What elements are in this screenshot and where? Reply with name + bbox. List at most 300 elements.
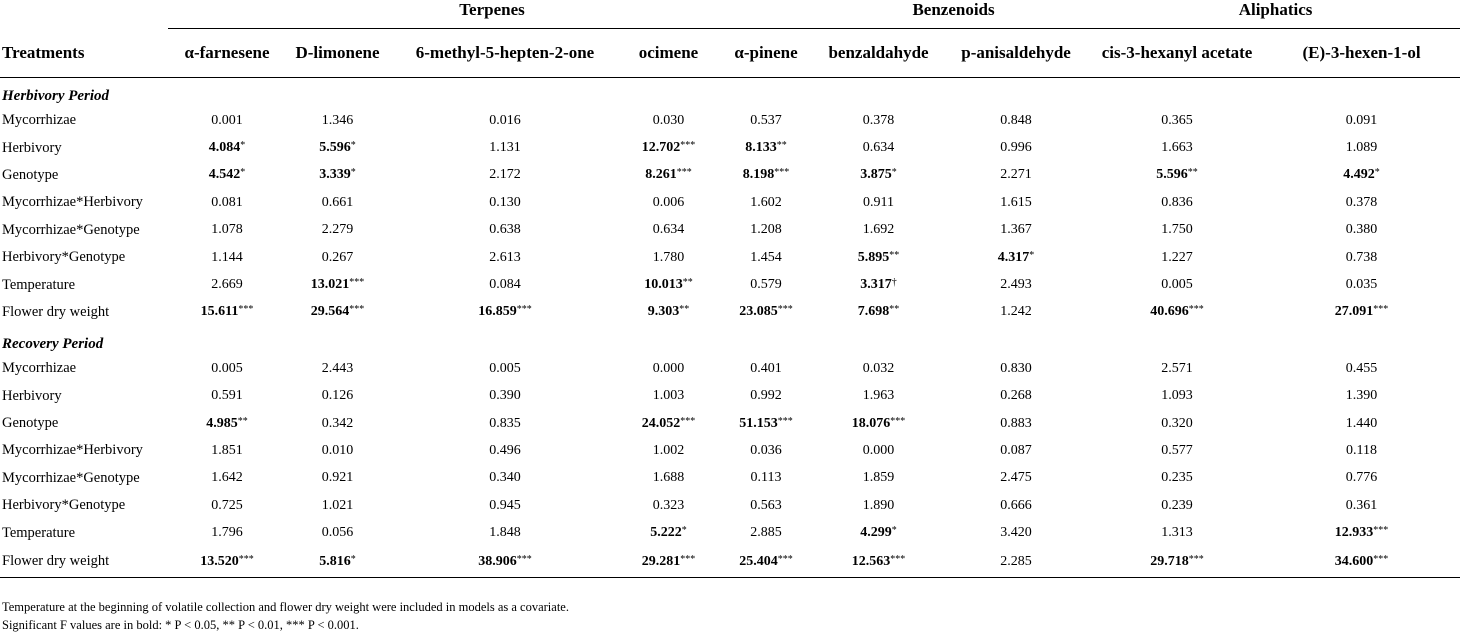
f-value-cell xyxy=(1091,547,1263,578)
f-value: 0.666 xyxy=(1000,497,1032,513)
f-value-cell xyxy=(1091,519,1263,546)
f-value: 1.367 xyxy=(1000,222,1032,238)
f-value-cell xyxy=(168,244,286,271)
significance-marker: ** xyxy=(679,304,690,316)
f-value-cell xyxy=(716,519,816,546)
f-value: 0.267 xyxy=(321,249,354,265)
f-value: 1.663 xyxy=(1161,140,1193,156)
f-value: 1.390 xyxy=(1345,388,1378,404)
f-value: 0.661 xyxy=(321,194,354,210)
f-value-cell xyxy=(389,162,621,189)
f-value: 8.261 xyxy=(645,167,677,183)
significance-marker: * xyxy=(891,167,897,179)
column-header: D-limonene xyxy=(286,29,389,78)
f-value-cell xyxy=(286,217,389,244)
f-value: 0.830 xyxy=(1000,360,1032,376)
table-row xyxy=(0,189,1460,216)
f-value-cell xyxy=(716,299,816,326)
f-value-cell xyxy=(286,465,389,492)
f-value: 1.131 xyxy=(489,140,521,156)
f-value: 0.380 xyxy=(1345,222,1378,238)
column-header: ocimene xyxy=(621,29,716,78)
row-label: Herbivory xyxy=(2,387,62,404)
f-value: 16.859 xyxy=(478,304,517,320)
f-value-cell xyxy=(941,547,1091,578)
f-value-cell xyxy=(1091,189,1263,216)
f-value: 4.317 xyxy=(997,249,1030,265)
note-significance: Significant F values are in bold: * P < 0.05, ** P < 0.01, *** P < 0.001. xyxy=(2,618,359,632)
table-row xyxy=(0,519,1460,546)
significance-marker: *** xyxy=(890,415,906,427)
f-value-cell xyxy=(621,547,716,578)
f-value-cell xyxy=(621,437,716,464)
f-value: 0.130 xyxy=(489,194,521,210)
f-value-cell xyxy=(286,492,389,519)
f-value-cell xyxy=(168,299,286,326)
f-value-cell xyxy=(941,271,1091,298)
f-value-cell xyxy=(286,189,389,216)
table-row xyxy=(0,244,1460,271)
significance-marker: * xyxy=(1374,167,1380,179)
f-value-cell xyxy=(816,355,941,382)
f-value-cell xyxy=(1091,492,1263,519)
group-terpenes: Terpenes xyxy=(168,0,816,29)
f-value-cell xyxy=(621,299,716,326)
f-value: 1.144 xyxy=(211,249,243,265)
f-value-cell xyxy=(286,355,389,382)
significance-marker: * xyxy=(681,525,687,537)
row-label: Herbivory*Genotype xyxy=(2,497,126,514)
f-value-cell xyxy=(1263,107,1460,134)
f-value-cell xyxy=(168,519,286,546)
row-label: Herbivory xyxy=(2,139,62,156)
significance-marker: † xyxy=(891,277,897,289)
f-value-cell xyxy=(286,134,389,161)
f-value: 5.596 xyxy=(1156,167,1188,183)
section-header-row xyxy=(0,326,1460,355)
f-value: 0.365 xyxy=(1161,112,1193,128)
f-value: 0.634 xyxy=(652,222,685,238)
f-value: 0.921 xyxy=(321,470,354,486)
f-value: 5.816 xyxy=(319,553,351,569)
f-value: 4.492 xyxy=(1343,167,1375,183)
f-value-cell xyxy=(286,547,389,578)
significance-marker: ** xyxy=(889,249,900,261)
f-value: 25.404 xyxy=(739,553,778,569)
f-value: 0.911 xyxy=(863,194,895,210)
f-value: 1.208 xyxy=(750,222,782,238)
significance-marker: *** xyxy=(777,553,793,565)
f-value-cell xyxy=(1091,162,1263,189)
f-value-cell xyxy=(389,465,621,492)
f-value: 0.126 xyxy=(321,388,354,404)
f-value-cell xyxy=(716,162,816,189)
f-value-cell xyxy=(286,107,389,134)
f-value: 1.750 xyxy=(1161,222,1193,238)
f-value-cell xyxy=(286,410,389,437)
f-value-cell xyxy=(168,162,286,189)
f-value: 3.317 xyxy=(860,277,892,293)
f-value-cell xyxy=(1091,355,1263,382)
f-value-cell xyxy=(716,437,816,464)
f-value: 40.696 xyxy=(1150,304,1189,320)
f-value: 1.002 xyxy=(652,442,685,458)
f-value: 15.611 xyxy=(200,304,239,320)
significance-marker: *** xyxy=(1373,525,1389,537)
column-header: cis-3-hexanyl acetate xyxy=(1091,29,1263,78)
f-value: 5.596 xyxy=(319,140,351,156)
f-value: 4.299 xyxy=(860,525,892,541)
f-value: 0.239 xyxy=(1161,497,1193,513)
significance-marker: *** xyxy=(516,553,532,565)
f-value-cell xyxy=(1263,189,1460,216)
f-value: 4.985 xyxy=(206,415,238,431)
f-value: 1.440 xyxy=(1345,415,1378,431)
f-value-cell xyxy=(1263,465,1460,492)
f-value-cell xyxy=(621,271,716,298)
f-value-cell xyxy=(941,355,1091,382)
f-value-cell xyxy=(816,244,941,271)
f-value-cell xyxy=(941,107,1091,134)
f-value: 0.738 xyxy=(1345,249,1378,265)
f-value: 0.030 xyxy=(652,112,685,128)
f-value-cell xyxy=(286,162,389,189)
f-value-cell xyxy=(816,134,941,161)
f-value: 0.835 xyxy=(489,415,521,431)
f-value-cell xyxy=(941,244,1091,271)
f-value-cell xyxy=(716,547,816,578)
significance-marker: *** xyxy=(777,415,793,427)
f-value-cell xyxy=(716,189,816,216)
f-value-cell xyxy=(168,465,286,492)
f-value: 2.285 xyxy=(1000,553,1032,569)
f-value: 1.346 xyxy=(321,112,354,128)
table-row xyxy=(0,107,1460,134)
f-value: 0.378 xyxy=(862,112,895,128)
f-value-cell xyxy=(716,217,816,244)
f-value-cell xyxy=(168,189,286,216)
f-value: 2.279 xyxy=(321,222,354,238)
f-value: 1.796 xyxy=(211,525,243,541)
f-value-cell xyxy=(168,492,286,519)
f-value: 0.776 xyxy=(1345,470,1378,486)
f-value-cell xyxy=(816,189,941,216)
f-value-cell xyxy=(621,465,716,492)
f-value-cell xyxy=(941,162,1091,189)
f-value-cell xyxy=(1091,299,1263,326)
significance-marker: ** xyxy=(682,277,693,289)
f-value: 1.859 xyxy=(862,470,895,486)
f-value-cell xyxy=(621,134,716,161)
f-value-cell xyxy=(1091,217,1263,244)
f-value-cell xyxy=(168,355,286,382)
f-value-cell xyxy=(168,410,286,437)
f-value-cell xyxy=(1263,162,1460,189)
row-label: Mycorrhizae xyxy=(2,112,77,129)
f-value: 0.010 xyxy=(321,442,354,458)
row-label: Temperature xyxy=(2,524,76,541)
f-value-cell xyxy=(1091,437,1263,464)
f-value: 2.172 xyxy=(489,167,521,183)
f-value-cell xyxy=(941,437,1091,464)
significance-marker: *** xyxy=(680,415,696,427)
significance-marker: *** xyxy=(1373,553,1389,565)
f-value: 3.339 xyxy=(319,167,351,183)
table-row xyxy=(0,465,1460,492)
significance-marker: *** xyxy=(349,304,365,316)
f-value-cell xyxy=(941,299,1091,326)
f-value: 2.443 xyxy=(321,360,354,376)
f-value: 0.084 xyxy=(489,277,521,293)
f-value: 0.725 xyxy=(211,497,243,513)
significance-marker: *** xyxy=(774,167,790,179)
f-value-cell xyxy=(1263,271,1460,298)
f-value-cell xyxy=(816,465,941,492)
f-value: 0.113 xyxy=(750,470,782,486)
column-header-row xyxy=(0,29,1460,78)
f-value: 0.537 xyxy=(750,112,782,128)
f-value-cell xyxy=(941,519,1091,546)
f-value-cell xyxy=(1263,437,1460,464)
f-value: 1.227 xyxy=(1161,249,1193,265)
table-row xyxy=(0,383,1460,410)
f-value-cell xyxy=(816,217,941,244)
significance-marker: * xyxy=(350,553,356,565)
f-value-cell xyxy=(816,271,941,298)
f-value-cell xyxy=(389,271,621,298)
f-value-cell xyxy=(286,519,389,546)
f-value: 38.906 xyxy=(478,553,517,569)
f-value: 0.235 xyxy=(1161,470,1193,486)
f-value: 0.577 xyxy=(1161,442,1193,458)
f-value-cell xyxy=(389,107,621,134)
f-value-cell xyxy=(286,244,389,271)
significance-marker: *** xyxy=(777,304,793,316)
f-value-cell xyxy=(168,547,286,578)
f-value-cell xyxy=(286,299,389,326)
significance-marker: * xyxy=(240,140,246,152)
f-value: 1.848 xyxy=(489,525,521,541)
f-value-cell xyxy=(1091,410,1263,437)
f-value-cell xyxy=(1091,383,1263,410)
f-value: 0.087 xyxy=(1000,442,1032,458)
row-label: Genotype xyxy=(2,166,59,183)
f-value-cell xyxy=(941,383,1091,410)
row-label: Flower dry weight xyxy=(0,547,168,578)
significance-marker: *** xyxy=(890,553,906,565)
f-value-cell xyxy=(1263,299,1460,326)
significance-marker: * xyxy=(1029,249,1035,261)
significance-marker: ** xyxy=(776,140,787,152)
f-value-cell xyxy=(389,244,621,271)
group-aliphatics: Aliphatics xyxy=(1091,0,1460,29)
f-value-cell xyxy=(621,519,716,546)
f-value: 0.342 xyxy=(321,415,354,431)
f-value-cell xyxy=(716,355,816,382)
f-value-cell xyxy=(1263,217,1460,244)
f-value: 0.056 xyxy=(321,525,354,541)
row-label: Mycorrhizae*Genotype xyxy=(2,221,140,238)
row-label: Genotype xyxy=(2,415,59,432)
section-header-row xyxy=(0,78,1460,108)
column-header: Treatments xyxy=(0,29,168,78)
f-value: 0.340 xyxy=(489,470,521,486)
f-value: 1.078 xyxy=(211,222,243,238)
f-value-cell xyxy=(621,189,716,216)
f-value-cell xyxy=(168,134,286,161)
table-row xyxy=(0,271,1460,298)
row-label: Mycorrhizae*Herbivory xyxy=(2,194,143,211)
significance-marker: *** xyxy=(238,304,254,316)
f-value: 0.361 xyxy=(1345,497,1378,513)
significance-marker: * xyxy=(350,167,356,179)
f-value-cell xyxy=(389,519,621,546)
f-value: 1.602 xyxy=(750,194,782,210)
table-row xyxy=(0,299,1460,326)
f-value-cell xyxy=(621,383,716,410)
f-value: 1.890 xyxy=(862,497,895,513)
group-header-row xyxy=(0,0,1460,29)
table-row xyxy=(0,547,1460,578)
f-value: 0.996 xyxy=(1000,140,1032,156)
f-value-cell xyxy=(1091,244,1263,271)
f-value: 0.268 xyxy=(1000,388,1032,404)
f-value-cell xyxy=(816,299,941,326)
f-value-cell xyxy=(621,410,716,437)
f-value: 1.454 xyxy=(750,249,782,265)
f-value-cell xyxy=(716,107,816,134)
f-value-cell xyxy=(621,355,716,382)
f-value: 8.133 xyxy=(745,140,777,156)
significance-marker: ** xyxy=(889,304,900,316)
column-header: p-anisaldehyde xyxy=(941,29,1091,78)
row-label: Mycorrhizae xyxy=(2,360,77,377)
f-value: 0.496 xyxy=(489,442,521,458)
f-value: 0.005 xyxy=(1161,277,1193,293)
f-value: 27.091 xyxy=(1334,304,1374,320)
f-value-cell xyxy=(716,410,816,437)
row-label: Flower dry weight xyxy=(2,303,110,320)
f-value-cell xyxy=(941,217,1091,244)
f-value: 51.153 xyxy=(739,415,778,431)
f-value: 12.563 xyxy=(851,553,891,569)
f-value-cell xyxy=(1263,547,1460,578)
f-value: 1.089 xyxy=(1345,140,1378,156)
f-value-cell xyxy=(389,134,621,161)
f-value-cell xyxy=(816,492,941,519)
f-value-cell xyxy=(1263,244,1460,271)
f-value: 1.021 xyxy=(321,497,354,513)
f-value: 0.035 xyxy=(1345,277,1378,293)
significance-marker: *** xyxy=(349,277,365,289)
row-label: Mycorrhizae*Genotype xyxy=(2,469,140,486)
f-value: 0.118 xyxy=(1346,442,1378,458)
f-value: 2.493 xyxy=(1000,277,1032,293)
f-value: 0.992 xyxy=(750,388,782,404)
f-value-cell xyxy=(389,299,621,326)
f-value: 1.963 xyxy=(862,388,895,404)
f-value-cell xyxy=(941,465,1091,492)
f-value: 5.895 xyxy=(857,249,890,265)
f-value-cell xyxy=(621,107,716,134)
f-value-cell xyxy=(1091,465,1263,492)
f-value: 0.579 xyxy=(750,277,782,293)
table-row xyxy=(0,162,1460,189)
f-value-cell xyxy=(816,519,941,546)
f-value: 0.883 xyxy=(1000,415,1032,431)
f-value: 2.613 xyxy=(489,249,521,265)
f-value: 0.390 xyxy=(489,388,521,404)
f-value: 7.698 xyxy=(857,304,890,320)
f-value: 0.323 xyxy=(652,497,685,513)
significance-marker: *** xyxy=(516,304,532,316)
f-value: 3.420 xyxy=(1000,525,1032,541)
f-value-cell xyxy=(1263,134,1460,161)
f-value-cell xyxy=(168,383,286,410)
f-value-cell xyxy=(389,189,621,216)
f-value: 1.313 xyxy=(1161,525,1193,541)
f-value-cell xyxy=(941,410,1091,437)
f-value: 0.836 xyxy=(1161,194,1193,210)
f-value-cell xyxy=(389,492,621,519)
f-value-cell xyxy=(168,437,286,464)
column-header: 6-methyl-5-hepten-2-one xyxy=(389,29,621,78)
significance-marker: *** xyxy=(1188,304,1204,316)
f-value: 0.591 xyxy=(211,388,243,404)
f-value: 0.563 xyxy=(750,497,782,513)
f-value-cell xyxy=(389,217,621,244)
f-value-cell xyxy=(168,107,286,134)
f-value-cell xyxy=(389,547,621,578)
column-header: α-farnesene xyxy=(168,29,286,78)
f-value: 3.875 xyxy=(860,167,892,183)
f-value-cell xyxy=(941,189,1091,216)
f-value: 0.005 xyxy=(489,360,521,376)
significance-marker: * xyxy=(240,167,246,179)
f-value: 0.320 xyxy=(1161,415,1193,431)
f-value: 2.669 xyxy=(211,277,243,293)
f-value: 13.021 xyxy=(310,277,350,293)
f-value-cell xyxy=(621,492,716,519)
f-value: 9.303 xyxy=(647,304,680,320)
f-value-cell xyxy=(716,244,816,271)
significance-marker: ** xyxy=(237,415,248,427)
f-value: 1.692 xyxy=(862,222,895,238)
f-value: 1.851 xyxy=(211,442,243,458)
f-value: 1.688 xyxy=(652,470,685,486)
significance-marker: *** xyxy=(238,553,254,565)
section-title: Recovery Period xyxy=(2,336,104,353)
f-value-cell xyxy=(816,107,941,134)
group-benzenoids: Benzenoids xyxy=(816,0,1091,29)
f-value: 0.091 xyxy=(1345,112,1378,128)
significance-marker: *** xyxy=(680,140,696,152)
f-value: 0.000 xyxy=(652,360,685,376)
f-value-cell xyxy=(621,217,716,244)
f-value-cell xyxy=(816,383,941,410)
f-value: 2.885 xyxy=(750,525,782,541)
table-row xyxy=(0,437,1460,464)
f-value: 12.933 xyxy=(1334,525,1374,541)
f-value: 0.634 xyxy=(862,140,895,156)
note-covariate: Temperature at the beginning of volatile collection and flower dry weight were included in models as a covariate. xyxy=(2,600,569,614)
f-value-cell xyxy=(816,437,941,464)
column-header: benzaldahyde xyxy=(816,29,941,78)
f-value-cell xyxy=(621,162,716,189)
f-value-cell xyxy=(941,492,1091,519)
f-value: 2.475 xyxy=(1000,470,1032,486)
table-row xyxy=(0,410,1460,437)
